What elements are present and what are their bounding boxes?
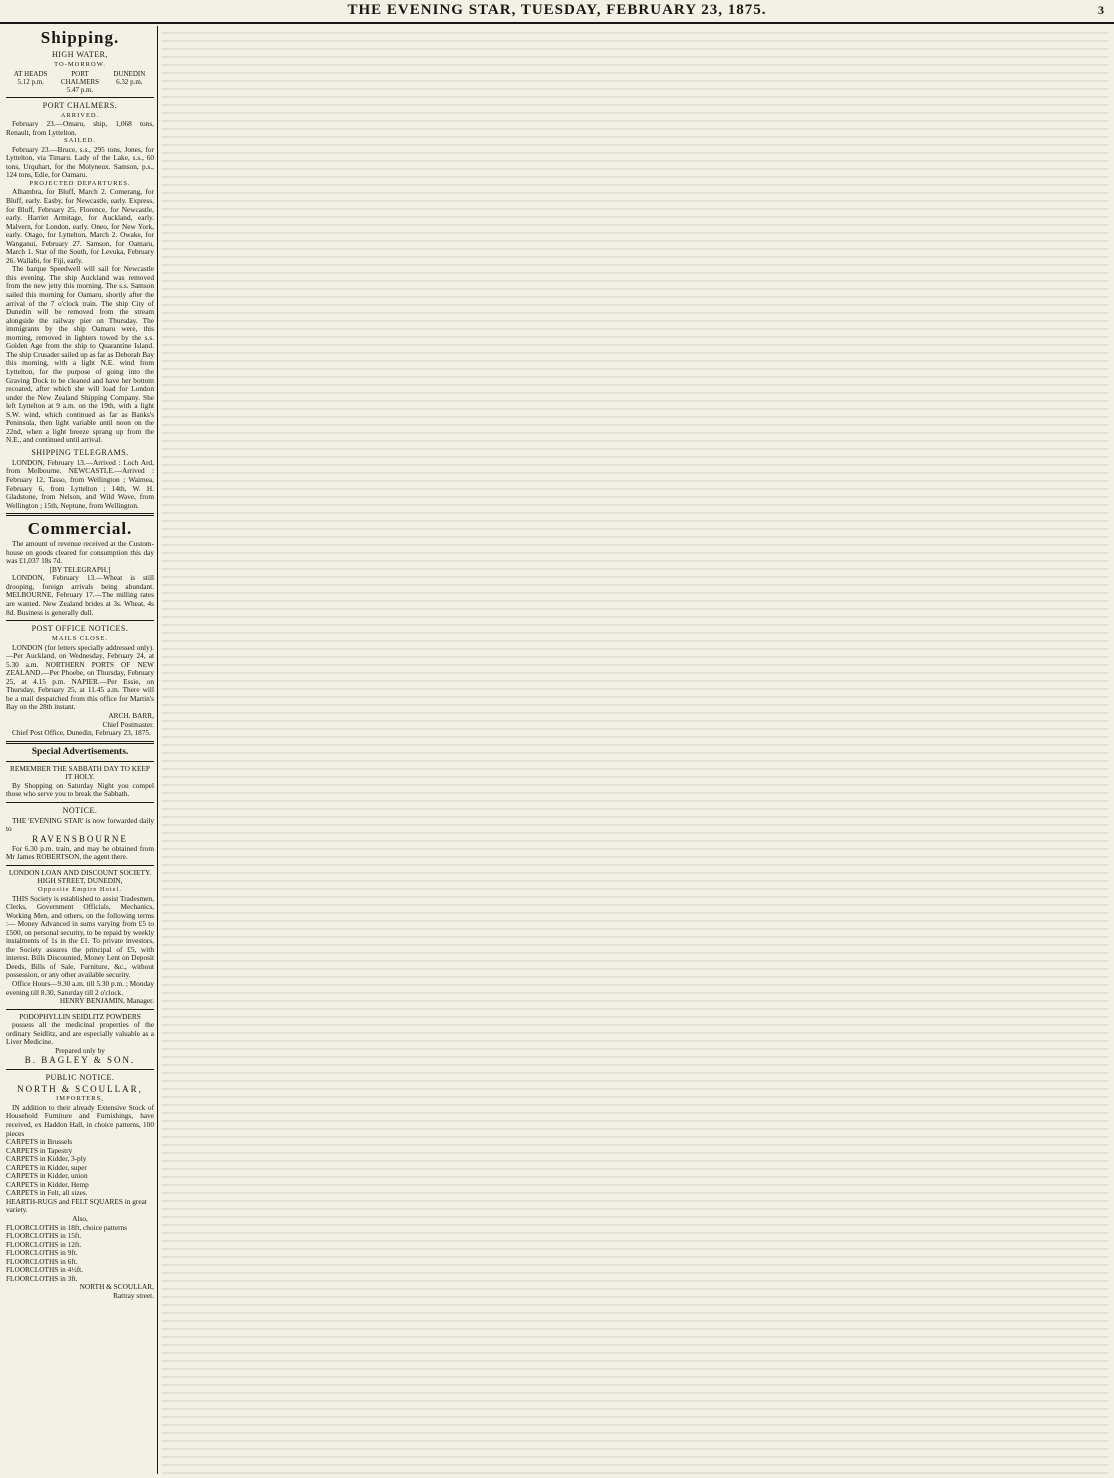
- port-title: PORT CHALMERS.: [42, 100, 118, 110]
- shipping-news: The barque Speedwell will sail for Newcastle this evening. The ship Auckland was removed from the new jetty this morning. The s.s. Samson sailed this morning for Oamaru, shortly after the arrival of the 7 o'clock train. The ship City of Dunedin will be removed from the stream alongside the railway pier on Thursday. The immigrants by the ship Oamaru were, this morning, removed in lighters towed by the s.s. Golden Age from the ship to Quarantine Island. The ship Crusader sailed up as far as Deborah Bay this morning, with a light N.E. wind from Lyttelton, for the purpose of going into the Graving Dock to be cleaned and have her bottom recoated, after which she will load for London under the New Zealand Shipping Company. She left Lyttelton at 9 a.m. on the 19th, with a light S.W. wind, which continued as far as Banks's Peninsula, then light variable until noon on the 22nd, when a light breeze sprang up from the N.E., and continued until arrival.: [6, 264, 154, 445]
- podophyllin-prepared: Prepared only by: [55, 1045, 105, 1055]
- list-item: FLOORCLOTHS in 12ft.: [6, 1239, 82, 1249]
- column-rule: [157, 26, 158, 1474]
- public-notice-text: IN addition to their already Extensive Stock of Household Furniture and Furnishings, have received, ex Haddon Hall, in choice patterns, 100 pieces: [6, 1102, 154, 1138]
- divider: [6, 865, 154, 866]
- post-office-text: LONDON (for letters specially addressed only). —Per Auckland, on Wednesday, February 24, at 5.30 a.m. NORTHERN PORTS OF NEW ZEALAND.—Per Phoebe, on Thursday, February 25, at 4.15 p.m. NAPIER.—Per Essie, on Thursday, February 25, at 11.45 a.m. There will be a mail despatched from this office for Martin's Bay on the 28th instant.: [6, 642, 154, 712]
- bank-address: HIGH STREET, DUNEDIN,: [37, 876, 123, 886]
- divider: [6, 620, 154, 621]
- bank-text: THIS Society is established to assist Tradesmen, Clerks, Government Officials, Mechanics, Working Men, and others, on the following terms :— Money Advanced in sums varying from £5 to £500, on personal security, to be repaid by weekly instalments of 1s in the £1. To private investors, the Society assures the principal of £5, with interest. Bills Discounted, Money Lent on Deposit Deeds, Bills of Sale, Furniture, &c., without possession, or any other available security.: [6, 893, 154, 980]
- floorcloth-list: [6, 1224, 154, 1284]
- postmaster-name: ARCH. BARR,: [108, 711, 154, 720]
- list-item: FLOORCLOTHS in 6ft.: [6, 1256, 78, 1266]
- departures-text: Alhambra, for Bluff, March 2. Comerang, for Bluff, early. Easby, for Newcastle, early. Express, for Bluff, February 25. Florence, for Newcastle, early. Harriet Armitage, for Auckland, early. Malvern, for London, early. Oneo, for New York, early. Otago, for Lyttelton, March 2. Owake, for Wanganui, February 27. Samson, for Oamaru, March 1. Star of the South, for Levuka, February 26. Wallabi, for Fiji, early.: [6, 187, 154, 265]
- high-water-title: HIGH WATER,: [51, 50, 108, 59]
- divider: [6, 513, 154, 516]
- list-item: FLOORCLOTHS in 4½ft.: [6, 1265, 84, 1275]
- tide-heads: [6, 70, 55, 94]
- public-notice-signature: NORTH & SCOULLAR,: [79, 1282, 154, 1292]
- tide-time: 5.47 p.m.: [66, 85, 94, 94]
- public-notice-firm-sub: IMPORTERS,: [56, 1095, 104, 1103]
- public-notice-signature-sub: Rattray street.: [113, 1290, 154, 1300]
- list-item: CARPETS in Brussels: [6, 1137, 73, 1147]
- postmaster-place: Chief Post Office, Dunedin, February 23, 1875.: [12, 728, 151, 737]
- telegrams-text: LONDON, February 13.—Arrived : Loch Ard, from Melbourne. NEWCASTLE.—Arrived : February 12, Tasso, from Wellington ; Waimea, February 6, from Lyttelton ; 14th, W. H. Gladstone, from Nelson, and Wild Wave, from Wellington ; 15th, Neptune, from Wellington.: [6, 457, 154, 510]
- masthead: [0, 0, 1114, 24]
- sailed-title: SAILED.: [64, 137, 96, 145]
- carpet-list: [6, 1138, 154, 1215]
- arrived-title: ARRIVED.: [60, 111, 100, 119]
- tide-table: [6, 70, 154, 94]
- list-item: CARPETS in Tapestry: [6, 1145, 73, 1155]
- divider: [6, 802, 154, 803]
- bank-hours: Office Hours—9.30 a.m. till 5.30 p.m. ; Monday evening till 8.30, Saturday till 2 o'clock.: [6, 979, 154, 997]
- commercial-text: The amount of revenue received at the Custom-house on goods cleared for consumption this day was £1,037 18s 7d.: [6, 539, 154, 566]
- post-office-heading: POST OFFICE NOTICES.: [31, 624, 129, 634]
- list-item: FLOORCLOTHS in 18ft, choice patterns: [6, 1222, 127, 1232]
- special-heading: Special Advertisements.: [31, 746, 129, 757]
- tide-port-chalmers: [55, 70, 104, 94]
- sailed-text: February 23.—Bruce, s.s., 295 tons, Jones, for Lyttelton, via Timaru. Lady of the Lake, s.s., 60 tons, Urquhart, for the Molyneux. Samson, p.s., 124 tons, Edie, for Oamaru.: [6, 144, 154, 180]
- divider: [6, 761, 154, 762]
- notice-text: THE 'EVENING STAR' is now forwarded daily to: [6, 815, 154, 834]
- list-item: HEARTH-RUGS and FELT SQUARES in great variety.: [6, 1196, 147, 1215]
- also-label: Also,: [72, 1214, 88, 1224]
- podophyllin-title: PODOPHYLLIN SEIDLITZ POWDERS: [19, 1011, 141, 1021]
- tide-dunedin: [105, 70, 154, 94]
- arrived-text: February 23.—Omaru, ship, 1,068 tons, Renault, from Lyttelton.: [6, 119, 154, 137]
- mails-label: MAILS CLOSE.: [51, 635, 109, 643]
- list-item: FLOORCLOTHS in 3ft.: [6, 1273, 78, 1283]
- notice-tail: For 6.30 p.m. train, and may be obtained from Mr James ROBERTSON, the agent there.: [6, 843, 154, 862]
- divider: [6, 1009, 154, 1010]
- divider: [6, 97, 154, 98]
- notice-place: RAVENSBOURNE: [32, 833, 128, 844]
- commercial-heading: Commercial.: [27, 519, 133, 539]
- telegraph-text: LONDON, February 13.—Wheat is still drooping, foreign arrivals being abundant. MELBOURNE, February 17.—The milling rates are wanted. New Zealand brides at 3s. Wheat, 4s 8d. Business is generally dull.: [6, 573, 154, 617]
- sabbath-title: REMEMBER THE SABBATH DAY TO KEEP IT HOLY.: [10, 763, 150, 782]
- list-item: FLOORCLOTHS in 15ft.: [6, 1231, 82, 1241]
- list-item: FLOORCLOTHS in 9ft.: [6, 1248, 78, 1258]
- list-item: CARPETS in Kidder, 3-ply: [6, 1154, 87, 1164]
- bank-address-sub: Opposite Empire Hotel.: [38, 886, 122, 894]
- list-item: CARPETS in Kidder, Hemp: [6, 1179, 89, 1189]
- divider: [6, 1069, 154, 1070]
- page-number: 3: [1098, 3, 1104, 17]
- tide-place: PORT CHALMERS: [60, 69, 100, 86]
- departures-title: PROJECTED DEPARTURES.: [29, 179, 131, 187]
- telegrams-title: SHIPPING TELEGRAMS.: [31, 447, 129, 457]
- column-1: [6, 26, 154, 1474]
- public-notice-title: PUBLIC NOTICE.: [45, 1073, 115, 1083]
- newspaper-title: THE EVENING STAR, TUESDAY, FEBRUARY 23, 1875.: [347, 2, 767, 18]
- remaining-columns-placeholder: [162, 26, 1108, 1474]
- tide-place: DUNEDIN: [113, 69, 146, 78]
- public-notice-firm: NORTH & SCOULLAR,: [17, 1084, 143, 1095]
- sabbath-text: By Shopping on Saturday Night you compel those who serve you to break the Sabbath.: [6, 780, 154, 799]
- telegraph-label: [BY TELEGRAPH.]: [49, 564, 111, 574]
- tide-time: 5.12 p.m.: [17, 77, 44, 86]
- notice-title: NOTICE.: [62, 805, 98, 815]
- list-item: CARPETS in Kidder, union: [6, 1171, 88, 1181]
- high-water-sub: TO-MORROW.: [54, 61, 106, 68]
- list-item: CARPETS in Kidder, super: [6, 1162, 87, 1172]
- podophyllin-maker: B. BAGLEY & SON.: [24, 1055, 136, 1066]
- bank-title: LONDON LOAN AND DISCOUNT SOCIETY.: [8, 867, 152, 877]
- tide-place: AT HEADS: [13, 69, 48, 78]
- shipping-heading: Shipping.: [40, 28, 120, 47]
- list-item: CARPETS in Felt, all sizes.: [6, 1188, 88, 1198]
- podophyllin-text: possess all the medicinal properties of the ordinary Seidlitz, and are especially valuable as a Liver Medicine.: [6, 1020, 154, 1047]
- bank-signature: HENRY BENJAMIN, Manager.: [59, 996, 154, 1006]
- divider: [6, 741, 154, 744]
- postmaster-role: Chief Postmaster.: [102, 719, 154, 729]
- tide-time: 6.32 p.m.: [116, 77, 143, 86]
